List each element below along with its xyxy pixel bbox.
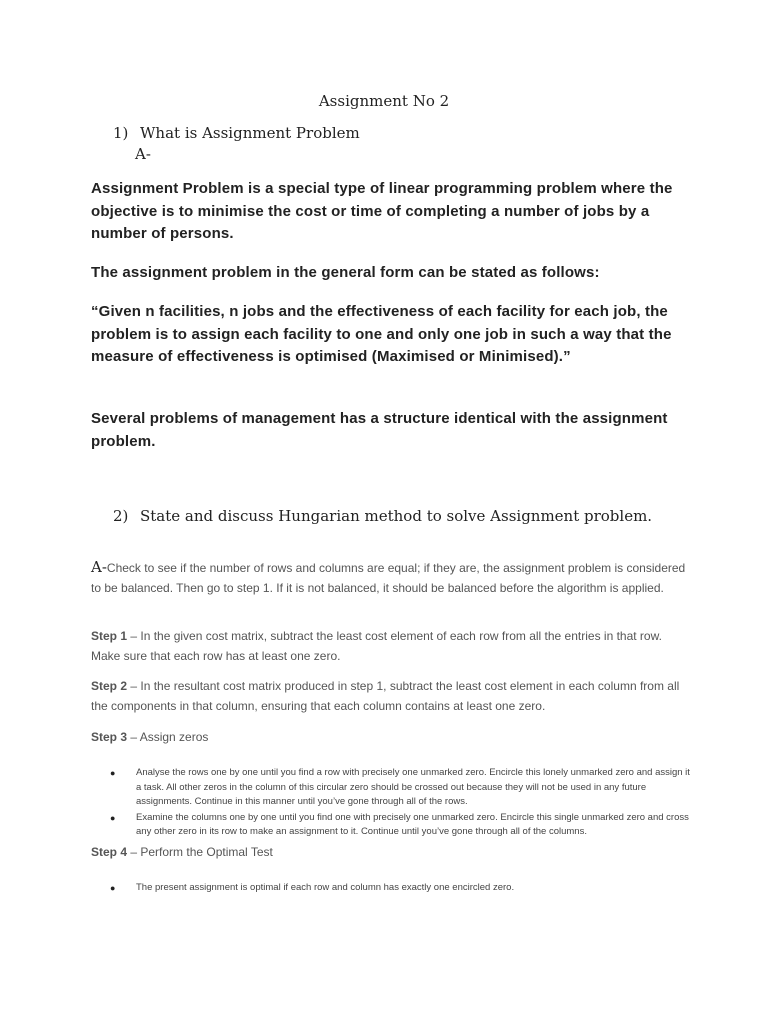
answer-2-marker: A-	[91, 558, 107, 576]
bullet-icon: ●	[110, 768, 116, 778]
list-item	[110, 811, 690, 840]
step-3-label: Step 3	[91, 730, 128, 744]
step-4-label: Step 4	[91, 845, 128, 859]
step-1-label: Step 1	[91, 629, 128, 643]
question-2-text: State and discuss Hungarian method to solve Assignment problem.	[140, 507, 653, 525]
step-3-text: – Assign zeros	[127, 730, 209, 744]
bullet-text: Examine the columns one by one until you find one with precisely one unmarked zero. Encircle this single unmarked zero and cross any other zero in its row to make an assignment to it. Continue until you’ve gone through all of the columns.	[136, 811, 689, 837]
answer-1-paragraph-1: Assignment Problem is a special type of linear programming problem where the objective is to minimise the cost or time of completing a number of jobs by a number of persons.	[91, 180, 673, 242]
list-item	[110, 766, 690, 810]
step-1	[91, 627, 691, 666]
bullet-icon: ●	[110, 883, 116, 893]
step-2	[91, 677, 691, 716]
step-1-text: – In the given cost matrix, subtract the least cost element of each row from all the entries in that row. Make sure that each row has at least one zero.	[91, 629, 662, 663]
question-1	[113, 124, 713, 144]
bullet-icon: ●	[110, 812, 116, 823]
answer-2-intro-text: Check to see if the number of rows and columns are equal; if they are, the assignment problem is considered to be balanced. Then go to step 1. If it is not balanced, it should be balanced before the algorithm is applied.	[91, 561, 686, 595]
answer-1-marker: A-	[135, 145, 151, 163]
bullet-text: Analyse the rows one by one until you find a row with precisely one unmarked zero. Encircle this lonely unmarked zero and assign it a task. All other zeros in the column of this circular zero should be crossed out because they will not be used in any future assignments. Continue in this manner until you’ve gone through all of the rows.	[136, 767, 690, 807]
list-item	[110, 881, 690, 896]
question-2	[113, 507, 733, 527]
document-title: Assignment No 2	[318, 92, 450, 110]
step-3	[91, 728, 691, 748]
question-2-number: 2)	[113, 507, 129, 525]
step-3-bullet-list	[110, 766, 690, 840]
answer-1-paragraph-4: Several problems of management has a structure identical with the assignment problem.	[91, 410, 668, 450]
step-2-text: – In the resultant cost matrix produced in step 1, subtract the least cost element in each column from all the components in that column, ensuring that each column contains at least one zero.	[91, 679, 680, 713]
answer-1-paragraph-2: The assignment problem in the general form can be stated as follows:	[91, 264, 600, 281]
question-1-text: What is Assignment Problem	[140, 124, 360, 142]
answer-2-intro	[91, 558, 691, 598]
step-2-label: Step 2	[91, 679, 128, 693]
step-4-text: – Perform the Optimal Test	[127, 845, 273, 859]
question-1-number: 1)	[113, 124, 129, 142]
bullet-text: The present assignment is optimal if each row and column has exactly one encircled zero.	[136, 882, 515, 893]
step-4-bullet-list	[110, 881, 690, 896]
step-4	[91, 843, 691, 863]
answer-1-paragraph-3: “Given n facilities, n jobs and the effectiveness of each facility for each job, the problem is to assign each facility to one and only one job in such a way that the measure of effectiveness is optimised (Maximised or Minimised).”	[91, 303, 672, 365]
